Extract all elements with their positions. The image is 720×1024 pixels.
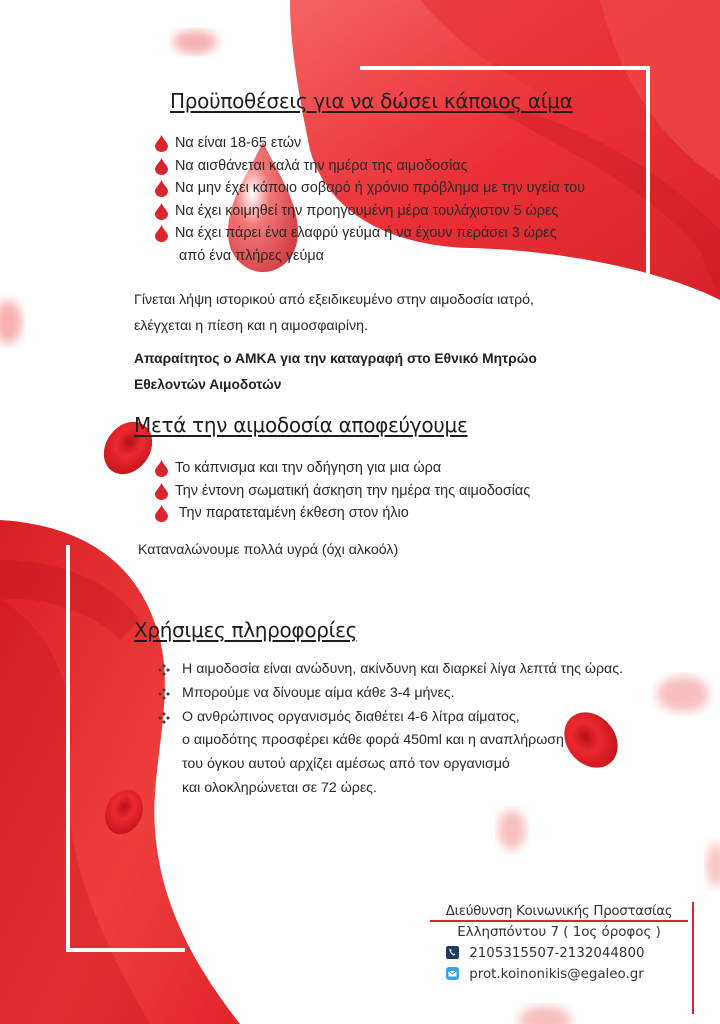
four-diamond-icon xyxy=(158,664,170,676)
list-item xyxy=(155,658,645,682)
address: Ελλησπόντου 7 ( 1ος όροφος ) xyxy=(457,925,661,940)
info-text: Μπορούμε να δίνουμε αίμα κάθε 3-4 μήνες. xyxy=(182,684,455,701)
phone-icon xyxy=(446,946,459,959)
blood-drop-icon xyxy=(155,158,168,175)
list-item xyxy=(155,132,585,155)
four-diamond-icon xyxy=(158,712,170,724)
email-address[interactable]: prot.koinonikis@egaleo.gr xyxy=(469,967,644,982)
requirement-continuation: από ένα πλήρες γεύμα xyxy=(175,247,324,264)
list-item xyxy=(155,457,530,480)
list-item xyxy=(155,200,585,223)
department-name: Διεύθυνση Κοινωνικής Προστασίας xyxy=(430,904,688,922)
amka-line-2: Εθελοντών Αιμοδοτών xyxy=(134,377,282,392)
list-item-continuation xyxy=(155,245,585,268)
avoid-text: Την παρατεταμένη έκθεση στον ήλιο xyxy=(175,505,409,521)
info-text-line: του όγκου αυτού αρχίζει αμέσως από τον οργανισμό xyxy=(182,756,510,773)
phone-row xyxy=(430,943,688,964)
list-item xyxy=(155,480,530,503)
blood-drop-icon xyxy=(155,483,168,500)
avoid-text: Την έντονη σωματική άσκηση την ημέρα της αιμοδοσίας xyxy=(175,482,531,499)
requirement-text: Να αισθάνεται καλά την ημέρα της αιμοδοσίας xyxy=(175,157,468,174)
avoid-text: Το κάπνισμα και την οδήγηση για μια ώρα xyxy=(175,460,442,476)
fluids-note: Καταναλώνουμε πολλά υγρά (όχι αλκοόλ) xyxy=(138,542,399,558)
mail-icon xyxy=(446,967,459,980)
email-row xyxy=(430,964,688,985)
blood-drop-icon xyxy=(155,225,168,242)
requirement-text: Να έχει κοιμηθεί την προηγουμένη μέρα τουλάχιστον 5 ώρες xyxy=(175,202,559,219)
blood-drop-icon xyxy=(155,135,168,152)
list-item xyxy=(155,682,645,706)
info-text-line: ο αιμοδότης προσφέρει κάθε φορά 450ml και η αναπλήρωση xyxy=(182,732,564,749)
after-donation-title: Μετά την αιμοδοσία αποφεύγουμε xyxy=(134,413,468,437)
requirement-text: Να είναι 18-65 ετών xyxy=(175,135,302,151)
requirement-text: Να μην έχει κάποιο σοβαρό ή χρόνιο πρόβλημα με την υγεία του xyxy=(175,180,585,196)
history-paragraph xyxy=(134,287,534,339)
info-text-line: Ο ανθρώπινος οργανισμός διαθέτει 4-6 λίτρα αίματος, xyxy=(182,708,520,725)
blood-drop-icon xyxy=(155,180,168,197)
history-line-1: Γίνεται λήψη ιστορικού από εξειδικευμένο στην αιμοδοσία ιατρό, xyxy=(134,292,534,308)
requirements-title: Προϋποθέσεις για να δώσει κάποιος αίμα xyxy=(170,89,573,113)
requirement-text: Να έχει πάρει ένα ελαφρύ γεύμα ή να έχουν περάσει 3 ώρες xyxy=(175,225,557,241)
history-line-2: ελέγχεται η πίεση και η αιμοσφαιρίνη. xyxy=(134,318,368,334)
amka-line-1: Απαραίτητος ο ΑΜΚΑ για την καταγραφή στο Εθνικό Μητρώο xyxy=(134,351,537,366)
contact-block xyxy=(430,904,688,985)
info-text-line: και ολοκληρώνεται σε 72 ώρες. xyxy=(182,779,377,796)
blood-drop-icon xyxy=(155,203,168,220)
phone-number[interactable]: 2105315507-2132044800 xyxy=(469,946,645,961)
requirements-list xyxy=(155,132,585,267)
list-item xyxy=(155,222,585,245)
info-text: Η αιμοδοσία είναι ανώδυνη, ακίνδυνη και διαρκεί λίγα λεπτά της ώρας. xyxy=(182,661,624,677)
blood-drop-icon xyxy=(155,460,168,477)
after-donation-list xyxy=(155,457,530,525)
list-item xyxy=(155,177,585,200)
useful-info-title: Χρήσιμες πληροφορίες xyxy=(134,618,358,642)
blood-drop-icon xyxy=(155,505,168,522)
useful-info-list xyxy=(155,658,645,801)
amka-note xyxy=(134,346,537,398)
list-item xyxy=(155,155,585,178)
list-item xyxy=(155,502,530,525)
four-diamond-icon xyxy=(158,688,170,700)
list-item xyxy=(155,706,645,801)
